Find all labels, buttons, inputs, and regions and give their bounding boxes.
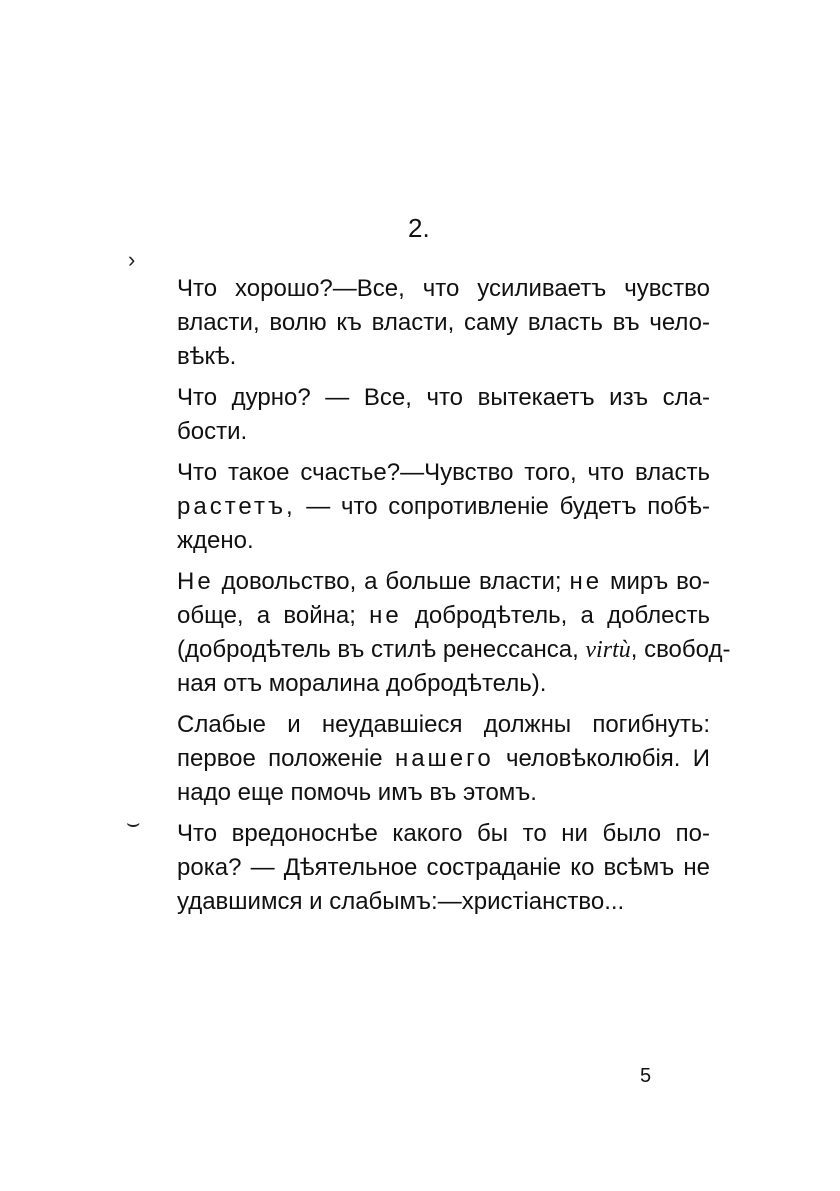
text-line <box>135 599 710 633</box>
text-fragment: миръ во- <box>602 568 710 595</box>
margin-pencil-mark: ⌣ <box>126 810 141 835</box>
text-line: ждено. <box>177 527 254 554</box>
text-fragment: — что сопротивленіе будетъ побѣ- <box>295 493 710 520</box>
text-fragment: добродѣтель, а доблесть <box>401 602 710 629</box>
text-line: Слабые и неудавшіеся должны погибнуть: <box>177 711 710 738</box>
emphasis-spaced: не <box>569 568 603 595</box>
text-line: ная отъ моралина добродѣтель). <box>177 670 547 697</box>
section-number: 2. <box>408 213 430 243</box>
text-line: Что вредоноснѣе какого бы то ни было по- <box>177 820 710 847</box>
text-line: удавшимся и слабымъ:—христіанство... <box>177 888 625 915</box>
italic-term: virtù <box>585 637 631 663</box>
emphasis-spaced: Не <box>177 568 214 595</box>
text-line: Что такое счастье?—Чувство того, что власть <box>177 459 710 486</box>
text-fragment: , свобод- <box>630 636 731 663</box>
paragraph <box>135 381 710 449</box>
text-fragment: (добродѣтель въ стилѣ ренессанса, <box>177 636 586 663</box>
paragraph <box>135 708 710 810</box>
emphasis-spaced: растетъ, <box>177 493 296 520</box>
text-line <box>135 565 710 599</box>
text-line: бости. <box>177 418 248 445</box>
text-line: надо еще помочь имъ въ этомъ. <box>177 779 537 806</box>
text-line <box>135 490 710 524</box>
page-number: 5 <box>640 1065 652 1087</box>
emphasis-spaced: нашего <box>394 745 494 772</box>
text-line <box>135 742 710 776</box>
paragraph <box>135 272 710 374</box>
text-fragment: первое положеніе <box>177 745 395 772</box>
margin-pencil-mark: › <box>128 247 136 272</box>
text-line: рока? — Дѣятельное состраданіе ко всѣмъ не <box>177 854 710 881</box>
text-line: вѣкѣ. <box>177 343 237 370</box>
paragraph <box>135 456 710 558</box>
text-line <box>135 633 731 667</box>
text-line: власти, волю къ власти, саму власть въ чело- <box>177 309 710 336</box>
paragraph <box>135 817 710 919</box>
text-line: Что хорошо?—Все, что усиливаетъ чувство <box>177 275 710 302</box>
text-fragment: человѣколюбія. И <box>493 745 710 772</box>
main-text <box>135 272 731 926</box>
text-fragment: довольство, а больше власти; <box>213 568 570 595</box>
emphasis-spaced: не <box>369 602 402 629</box>
paragraph <box>135 565 731 701</box>
text-fragment: обще, а война; <box>177 602 370 629</box>
text-line: Что дурно? — Все, что вытекаетъ изъ сла- <box>177 384 710 411</box>
